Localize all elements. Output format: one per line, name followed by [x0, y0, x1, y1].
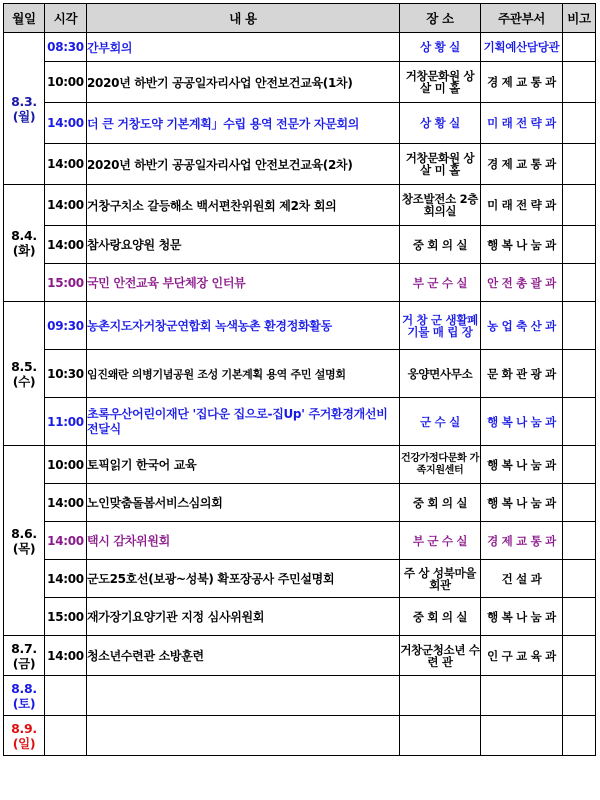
event-dept: 건 설 과 — [481, 560, 563, 598]
date-cell — [4, 676, 45, 716]
event-time: 14:00 — [45, 636, 87, 676]
table-row — [4, 716, 596, 756]
date-cell — [4, 33, 45, 185]
event-note — [563, 144, 596, 185]
weekday-label: (토) — [12, 695, 36, 711]
table-row — [4, 398, 596, 446]
event-content — [87, 676, 400, 716]
weekday-label: (금) — [12, 655, 36, 671]
event-place — [400, 716, 481, 756]
event-note — [563, 185, 596, 226]
event-time: 14:00 — [45, 144, 87, 185]
event-note — [563, 716, 596, 756]
header-date: 월일 — [4, 4, 45, 33]
event-note — [563, 560, 596, 598]
event-place: 거창군청소년 수 련 관 — [400, 636, 481, 676]
event-dept: 행 복 나 눔 과 — [481, 446, 563, 484]
schedule-table — [3, 3, 596, 756]
table-row — [4, 103, 596, 144]
event-dept: 문 화 관 광 과 — [481, 350, 563, 398]
header-dept: 주관부서 — [481, 4, 563, 33]
event-content: 거창구치소 갈등해소 백서편찬위원회 제2차 회의 — [87, 185, 400, 226]
event-content: 참사랑요양원 청문 — [87, 226, 400, 264]
event-content: 노인맞춤돌봄서비스심의회 — [87, 484, 400, 522]
event-content: 청소년수련관 소방훈련 — [87, 636, 400, 676]
event-place: 부 군 수 실 — [400, 522, 481, 560]
event-dept: 농 업 축 산 과 — [481, 302, 563, 350]
event-place: 중 회 의 실 — [400, 598, 481, 636]
event-time: 14:00 — [45, 226, 87, 264]
date-label: 8.6. — [11, 525, 37, 541]
event-content: 군도25호선(보광~성북) 확포장공사 주민설명회 — [87, 560, 400, 598]
event-content: 재가장기요양기관 지정 심사위원회 — [87, 598, 400, 636]
event-dept: 인 구 교 육 과 — [481, 636, 563, 676]
event-note — [563, 598, 596, 636]
event-time: 09:30 — [45, 302, 87, 350]
event-dept: 행 복 나 눔 과 — [481, 598, 563, 636]
event-time: 14:00 — [45, 484, 87, 522]
table-row — [4, 522, 596, 560]
event-note — [563, 522, 596, 560]
event-note — [563, 350, 596, 398]
table-row — [4, 302, 596, 350]
event-time: 11:00 — [45, 398, 87, 446]
header-row — [4, 4, 596, 33]
event-place: 주 상 성북마을회관 — [400, 560, 481, 598]
table-row — [4, 560, 596, 598]
date-label: 8.7. — [11, 640, 37, 656]
event-dept: 기획예산담당관 — [481, 33, 563, 62]
table-row — [4, 446, 596, 484]
event-place: 상 황 실 — [400, 33, 481, 62]
table-row — [4, 350, 596, 398]
table-row — [4, 144, 596, 185]
event-content: 택시 감차위원회 — [87, 522, 400, 560]
date-label: 8.4. — [11, 228, 37, 243]
event-dept: 경 제 교 통 과 — [481, 62, 563, 103]
event-time: 15:00 — [45, 598, 87, 636]
event-dept — [481, 676, 563, 716]
event-dept: 미 래 전 략 과 — [481, 103, 563, 144]
event-note — [563, 398, 596, 446]
event-content: 더 큰 거창도약 기본계획」수립 용역 전문가 자문회의 — [87, 103, 400, 144]
schedule-container — [3, 3, 596, 756]
table-row — [4, 226, 596, 264]
event-content: 농촌지도자거창군연합회 녹색농촌 환경정화활동 — [87, 302, 400, 350]
table-row — [4, 676, 596, 716]
event-place: 건강가정다문화 가족지원센터 — [400, 446, 481, 484]
event-time: 10:30 — [45, 350, 87, 398]
table-row — [4, 484, 596, 522]
header-time: 시각 — [45, 4, 87, 33]
date-label: 8.5. — [11, 358, 37, 374]
date-label: 8.9. — [11, 720, 37, 736]
event-dept: 미 래 전 략 과 — [481, 185, 563, 226]
weekday-label: (목) — [12, 540, 36, 556]
event-note — [563, 264, 596, 302]
event-dept — [481, 716, 563, 756]
date-cell — [4, 636, 45, 676]
event-time: 14:00 — [45, 560, 87, 598]
table-row — [4, 264, 596, 302]
event-content — [87, 716, 400, 756]
table-row — [4, 598, 596, 636]
event-time: 14:00 — [45, 522, 87, 560]
event-time: 14:00 — [45, 103, 87, 144]
event-note — [563, 33, 596, 62]
table-row — [4, 636, 596, 676]
event-content: 초록우산어린이재단 '집다운 집으로-집Up' 주거환경개선비 전달식 — [87, 398, 400, 446]
event-content: 토픽읽기 한국어 교육 — [87, 446, 400, 484]
event-place: 웅양면사무소 — [400, 350, 481, 398]
event-place — [400, 676, 481, 716]
date-label: 8.8. — [11, 680, 37, 696]
event-place: 군 수 실 — [400, 398, 481, 446]
weekday-label: (화) — [12, 243, 36, 258]
event-dept: 경 제 교 통 과 — [481, 144, 563, 185]
weekday-label: (일) — [12, 735, 36, 751]
event-content: 간부회의 — [87, 33, 400, 62]
header-content: 내 용 — [87, 4, 400, 33]
event-note — [563, 446, 596, 484]
event-dept: 행 복 나 눔 과 — [481, 484, 563, 522]
date-label: 8.3. — [11, 93, 37, 109]
date-cell — [4, 716, 45, 756]
event-time — [45, 676, 87, 716]
weekday-label: (월) — [12, 108, 36, 124]
event-time: 10:00 — [45, 446, 87, 484]
event-place: 거창문화원 상 살 미 홀 — [400, 62, 481, 103]
event-time: 08:30 — [45, 33, 87, 62]
weekday-label: (수) — [12, 373, 36, 389]
event-place: 거 창 군 생활폐기물 매 립 장 — [400, 302, 481, 350]
event-note — [563, 302, 596, 350]
event-time: 15:00 — [45, 264, 87, 302]
event-place: 거창문화원 상 살 미 홀 — [400, 144, 481, 185]
table-row — [4, 62, 596, 103]
event-content: 2020년 하반기 공공일자리사업 안전보건교육(2차) — [87, 144, 400, 185]
header-note: 비고 — [563, 4, 596, 33]
date-cell — [4, 302, 45, 446]
event-content: 2020년 하반기 공공일자리사업 안전보건교육(1차) — [87, 62, 400, 103]
event-time: 10:00 — [45, 62, 87, 103]
event-dept: 행 복 나 눔 과 — [481, 398, 563, 446]
event-place: 창조발전소 2층 회의실 — [400, 185, 481, 226]
event-place: 부 군 수 실 — [400, 264, 481, 302]
table-row — [4, 185, 596, 226]
date-cell — [4, 185, 45, 302]
table-row — [4, 33, 596, 62]
event-dept: 행 복 나 눔 과 — [481, 226, 563, 264]
event-note — [563, 676, 596, 716]
event-note — [563, 103, 596, 144]
event-note — [563, 484, 596, 522]
event-place: 상 황 실 — [400, 103, 481, 144]
event-place: 중 회 의 실 — [400, 484, 481, 522]
event-dept: 안 전 총 괄 과 — [481, 264, 563, 302]
event-note — [563, 226, 596, 264]
event-dept: 경 제 교 통 과 — [481, 522, 563, 560]
date-cell — [4, 446, 45, 636]
event-note — [563, 62, 596, 103]
event-place: 중 회 의 실 — [400, 226, 481, 264]
event-content: 국민 안전교육 부단체장 인터뷰 — [87, 264, 400, 302]
event-note — [563, 636, 596, 676]
event-content: 임진왜란 의병기념공원 조성 기본계획 용역 주민 설명회 — [87, 350, 400, 398]
header-place: 장 소 — [400, 4, 481, 33]
event-time — [45, 716, 87, 756]
event-time: 14:00 — [45, 185, 87, 226]
